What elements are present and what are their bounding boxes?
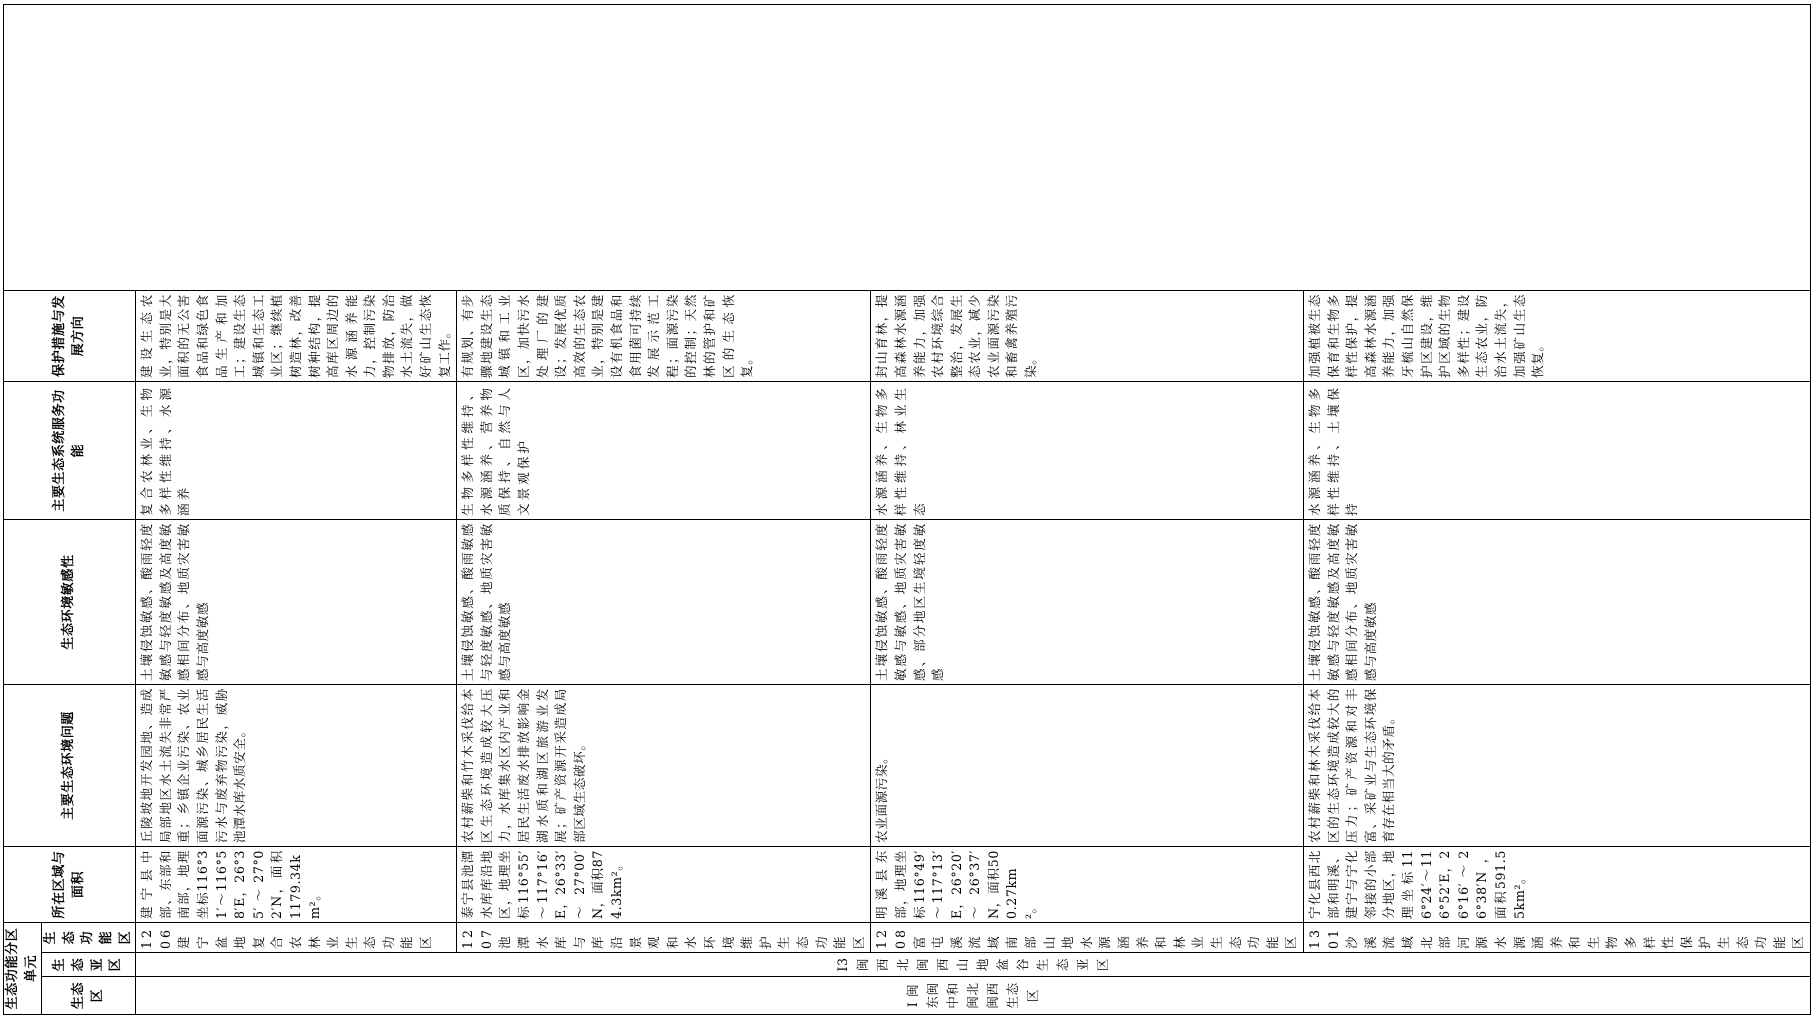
location-cell: 明溪县东部，地理坐标116°49′～117°13′E，26°20′～26°37′N，面积500.27km²。	[871, 847, 1304, 923]
sensitivity-cell: 土壤侵蚀敏感、酸雨轻度敏感与敏感、地质灾害敏感、部分地区生境轻度敏感	[871, 520, 1304, 685]
measures-cell: 封山育林，提高森林水源涵养能力，加强农村环境综合整治，发展生态农业，减少农业面源污染和畜禽养殖污染。	[871, 291, 1304, 382]
location-cell: 宁化县西北部和明溪、建宁与宁化邻接的小部分地区，地理坐标116°24′～116°52′E，26°16′～26°38′N，面积591.55km²。	[1303, 847, 1810, 923]
header-subregion: 生态亚区	[42, 953, 136, 977]
table-row	[871, 5, 1304, 1015]
function-zone-cell: 1208 富屯溪流域南部山地水源涵养和林业生态功能区	[871, 923, 1304, 953]
problems-cell: 农村薪柴和林木采伐给本区的生态环境造成较大的压力；矿产资源和对丰富、采矿业与生态环境保育存在相当大的矛盾。	[1303, 685, 1810, 847]
header-sensitivity: 生态环境敏感性	[4, 520, 136, 685]
measures-cell: 建设生态农业，特别是大面积的无公害食品和绿色食品生产和加工；建设生态城镇和生态工业区；继续植树造林，改善树种结构，提高库区周边的水源涵养能力，控制污染物排放，防治水土流失，做好矿山生态恢复工作。	[136, 291, 457, 382]
sensitivity-cell: 土壤侵蚀敏感、酸雨轻度敏感与轻度敏感及高度敏感相间分布、地质灾害敏感与高度敏感	[1303, 520, 1810, 685]
function-zone-cell: 1206 建宁盆地复合农林业生态功能区	[136, 923, 457, 953]
header-function-zone: 生态功能区	[42, 923, 136, 953]
header-unit-group: 生态功能分区单元	[4, 923, 42, 1015]
location-cell: 泰宁县池潭水库库沿地区，地理坐标116°55′～117°16′E，26°33′～27°00′N，面积874.3km²。	[457, 847, 871, 923]
function-zone-cell: 1207 池潭水库与库沿景观和水环境维护生态功能区	[457, 923, 871, 953]
table-row	[1303, 5, 1810, 1015]
header-measures: 保护措施与发展方向	[4, 291, 136, 382]
sensitivity-cell: 土壤侵蚀敏感、酸雨敏感与轻度敏感、地质灾害敏感与高度敏感	[457, 520, 871, 685]
header-problems: 主要生态环境问题	[4, 685, 136, 847]
measures-cell: 加强植被生态保育和生物多样性保护，提高森林水源涵养能力，加强牙梳山自然保护区建设，维护区域的生物多样性；建设生态农业，防治水土流失，加强矿山生态恢复。	[1303, 291, 1810, 382]
function-zone-cell: 1301 沙溪流域北部河源水源涵养和生物多样性保护生态功能区	[1303, 923, 1810, 953]
problems-cell: 农村薪柴和竹木采伐给本区生态环境造成较大压力，水库集水区内产业和居民生活废水排放影响金湖水质和湖区旅游业发展；矿产资源开采造成局部区域生态破坏。	[457, 685, 871, 847]
services-cell: 生物多样性维持、水源涵养、营养物质保持、自然与人文景观保护	[457, 382, 871, 520]
header-row-1	[4, 5, 42, 1015]
table-row	[457, 5, 871, 1015]
location-cell: 建宁县中部、东部和南部，地理坐标116°31′～116°58′E，26°35′～27°02′N，面积1179.34km²。	[136, 847, 457, 923]
header-services: 主要生态系统服务功能	[4, 382, 136, 520]
subregion-cell: Ⅰ3 闽西北闽西山地盆谷生态亚区	[136, 953, 1811, 977]
services-cell: 水源涵养、生物多样性维持、土壤保持	[1303, 382, 1810, 520]
eco-function-table	[3, 4, 1811, 1015]
measures-cell: 有规划、有步骤地建设生态城镇和工业区，加快污水处理厂的建设；发展优质高效的生态农业，特别是建设有机食品和食用菌可持续发展示范工程；面源污染的控制；天然林的管护和矿区的生态恢复。	[457, 291, 871, 382]
sensitivity-cell: 土壤侵蚀敏感、酸雨轻度敏感与轻度敏感及高度敏感相间分布、地质灾害敏感与高度敏感	[136, 520, 457, 685]
region-cell: Ⅰ 闽东闽中和闽北闽西生态区	[136, 977, 1811, 1015]
header-region: 生态区	[42, 977, 136, 1015]
services-cell: 水源涵养、生物多样性维持、林业生态	[871, 382, 1304, 520]
problems-cell: 丘陵坡地开发园地、造成局部地区水土流失非常严重；乡镇企业污染、农业面源污染、城乡居民生活污水与废弃物污染，威胁池潭水库水质安全。	[136, 685, 457, 847]
problems-cell: 农业面源污染。	[871, 685, 1304, 847]
table-row	[136, 5, 457, 1015]
header-location: 所在区域与面积	[4, 847, 136, 923]
services-cell: 复合农林业、生物多样性维持、水源涵养	[136, 382, 457, 520]
